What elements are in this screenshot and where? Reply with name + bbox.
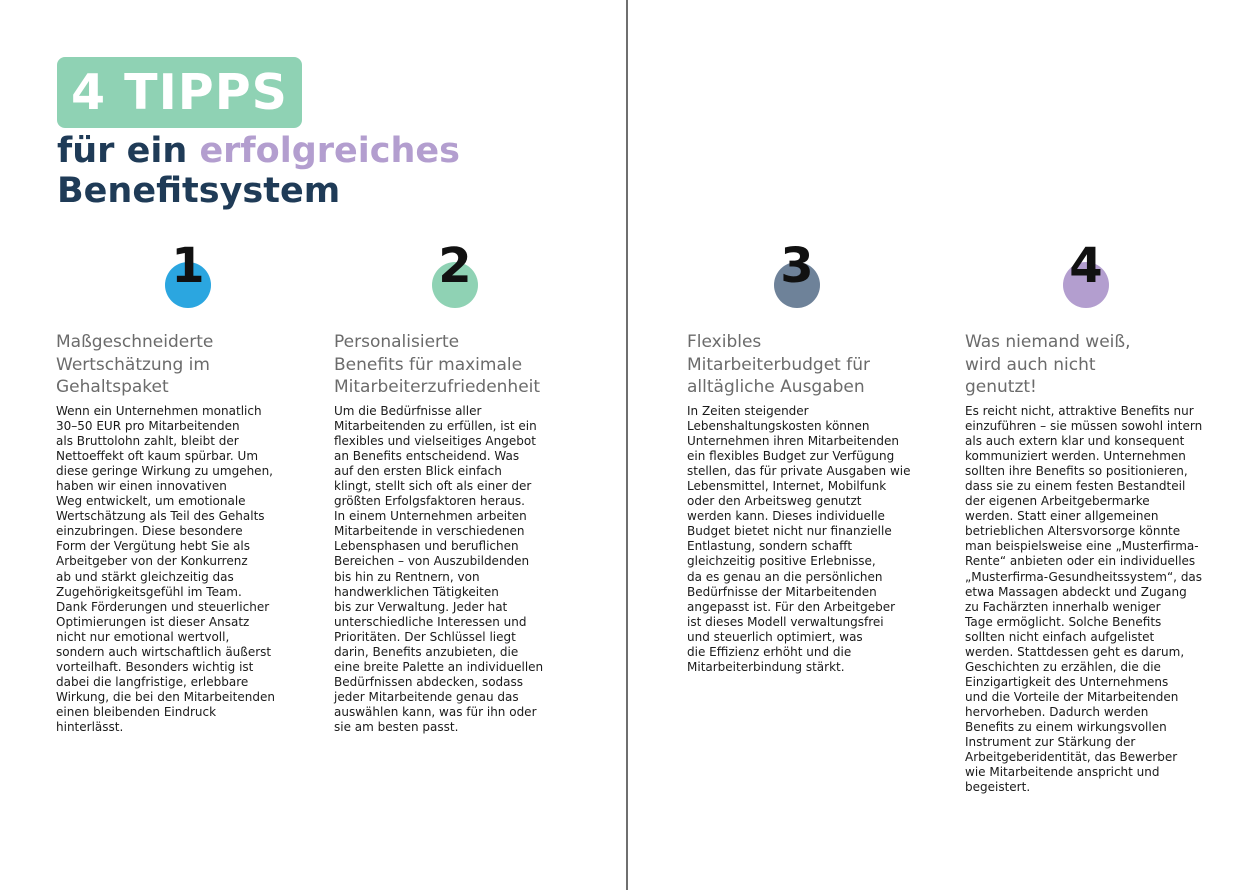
text-line: jeder Mitarbeitende genau das [334, 689, 519, 704]
text-line: ab und stärkt gleichzeitig das [56, 569, 234, 584]
text-line: werden. Statt einer allgemeinen [965, 509, 1159, 524]
text-line: zu Fachärzten innerhalb weniger [965, 599, 1161, 614]
text-line: gleichzeitig positive Erlebnisse, [687, 554, 876, 569]
text-line: ist dieses Modell verwaltungsfrei [687, 614, 884, 629]
text-line: Prioritäten. Der Schlüssel liegt [334, 629, 516, 644]
text-line: hinterlässt. [56, 719, 124, 734]
tip-title [687, 331, 937, 399]
text-line: Mitarbeiterbudget für [687, 354, 870, 375]
text-line: handwerklichen Tätigkeiten [334, 584, 499, 599]
tip-number: 3 [780, 238, 814, 294]
text-line: Zugehörigkeitsgefühl im Team. [56, 584, 242, 599]
headline-accent: erfolgreiches [199, 131, 460, 171]
text-line: unterschiedliche Interessen und [334, 614, 527, 629]
text-line: angepasst ist. Für den Arbeitgeber [687, 599, 896, 614]
text-line: einen bleibenden Eindruck [56, 704, 217, 719]
text-line: hervorheben. Dadurch werden [965, 704, 1149, 719]
text-line: Tage ermöglicht. Solche Benefits [965, 614, 1162, 629]
text-line: die Effizienz erhöht und die [687, 644, 852, 659]
text-line: ein flexibles Budget zur Verfügung [687, 449, 895, 464]
text-line: Instrument zur Stärkung der [965, 735, 1136, 750]
text-line: einzubringen. Diese besondere [56, 524, 243, 539]
text-line: bis hin zu Rentnern, von [334, 569, 480, 584]
text-line: sollten nicht einfach aufgelistet [965, 629, 1155, 644]
text-line: bis zur Verwaltung. Jeder hat [334, 599, 508, 614]
text-line: In einem Unternehmen arbeiten [334, 509, 527, 524]
text-line: etwa Massagen abdeckt und Zugang [965, 584, 1187, 599]
text-line: Geschichten zu erzählen, die die [965, 659, 1161, 674]
tip-number: 2 [438, 238, 472, 294]
tip-number-marker [153, 238, 223, 310]
tip-number: 1 [171, 238, 205, 294]
tip-number-marker [1051, 238, 1121, 310]
text-line: werden. Stattdessen geht es darum, [965, 644, 1185, 659]
text-line: betrieblichen Altersvorsorge könnte [965, 524, 1181, 539]
text-line: Bedürfnisse der Mitarbeitenden [687, 584, 877, 599]
text-line: Einzigartigkeit des Unternehmens [965, 674, 1169, 689]
text-line: Arbeitgeberidentität, das Bewerber [965, 750, 1178, 765]
text-line: Lebensphasen und beruflichen [334, 539, 519, 554]
text-line: einzuführen – sie müssen sowohl intern [965, 419, 1203, 434]
text-line: dass sie zu einem festen Bestandteil [965, 479, 1186, 494]
text-line: Mitarbeitenden zu erfüllen, ist ein [334, 419, 537, 434]
text-line: Maßgeschneiderte [56, 332, 214, 352]
text-line: Rente“ anbieten oder ein individuelles [965, 554, 1196, 569]
text-line: an Benefits entscheidend. Was [334, 449, 520, 464]
headline-line-2: Benefitsystem [57, 171, 341, 211]
text-line: klingt, stellt sich oft als einer der [334, 479, 532, 494]
text-line: nicht nur emotional wertvoll, [56, 629, 230, 644]
text-line: Wertschätzung im [56, 354, 210, 375]
text-line: sie am besten passt. [334, 719, 459, 734]
tip-body [687, 404, 927, 675]
text-line: Bereichen – von Auszubildenden [334, 554, 530, 569]
text-line: Was niemand weiß, [965, 332, 1131, 352]
text-line: der eigenen Arbeitgebermarke [965, 494, 1150, 509]
text-line: Bedürfnissen abdecken, sodass [334, 674, 524, 689]
text-line: Nettoeffekt oft kaum spürbar. Um [56, 449, 259, 464]
text-line: sollten ihre Benefits so positionieren, [965, 464, 1188, 479]
text-line: Lebenshaltungskosten können [687, 419, 870, 434]
text-line: Um die Bedürfnisse aller [334, 404, 482, 418]
text-line: Wertschätzung als Teil des Gehalts [56, 509, 265, 524]
tip-body [965, 404, 1215, 795]
text-line: alltägliche Ausgaben [687, 377, 865, 397]
headline-part-1: für ein [57, 131, 200, 171]
text-line: 30–50 EUR pro Mitarbeitenden [56, 419, 240, 434]
tip-title [56, 331, 306, 399]
text-line: wird auch nicht [965, 354, 1096, 375]
text-line: als Bruttolohn zahlt, bleibt der [56, 434, 239, 449]
text-line: Budget bietet nicht nur finanzielle [687, 524, 892, 539]
tip-title [965, 331, 1215, 399]
text-line: wie Mitarbeitende anspricht und [965, 765, 1160, 780]
text-line: Arbeitgeber von der Konkurrenz [56, 554, 248, 569]
text-line: Weg entwickelt, um emotionale [56, 494, 246, 509]
text-line: auswählen kann, was für ihn oder [334, 704, 537, 719]
text-line: vorteilhaft. Besonders wichtig ist [56, 659, 254, 674]
badge-text: 4 TIPPS [71, 64, 288, 121]
text-line: eine breite Palette an individuellen [334, 659, 544, 674]
text-line: da es genau an die persönlichen [687, 569, 883, 584]
text-line: Benefits für maximale [334, 354, 523, 375]
text-line: dabei die langfristige, erlebbare [56, 674, 249, 689]
text-line: Form der Vergütung hebt Sie als [56, 539, 250, 554]
text-line: größten Erfolgsfaktoren heraus. [334, 494, 525, 509]
text-line: werden kann. Dieses individuelle [687, 509, 885, 524]
text-line: Mitarbeitende in verschiedenen [334, 524, 525, 539]
tips-count-badge [57, 57, 302, 128]
text-line: auf den ersten Blick einfach [334, 464, 502, 479]
text-line: Gehaltspaket [56, 377, 169, 397]
text-line: haben wir einen innovativen [56, 479, 227, 494]
text-line: kommuniziert werden. Unternehmen [965, 449, 1186, 464]
text-line: Benefits zu einem wirkungsvollen [965, 719, 1167, 734]
text-line: Mitarbeiterzufriedenheit [334, 377, 541, 397]
tip-body [56, 404, 301, 735]
text-line: Lebensmittel, Internet, Mobilfunk [687, 479, 887, 494]
tip-body [334, 404, 569, 735]
tip-number-marker [420, 238, 490, 310]
text-line: Flexibles [687, 332, 762, 352]
text-line: Wirkung, die bei den Mitarbeitenden [56, 689, 275, 704]
text-line: Es reicht nicht, attraktive Benefits nur [965, 404, 1194, 418]
text-line: Unternehmen ihren Mitarbeitenden [687, 434, 900, 449]
text-line: begeistert. [965, 780, 1031, 795]
text-line: man beispielsweise eine „Musterfirma- [965, 539, 1199, 554]
text-line: „Musterfirma-Gesundheitssystem“, das [965, 569, 1203, 584]
text-line: stellen, das für private Ausgaben wie [687, 464, 911, 479]
text-line: Personalisierte [334, 332, 460, 352]
text-line: Dank Förderungen und steuerlicher [56, 599, 270, 614]
text-line: oder den Arbeitsweg genutzt [687, 494, 862, 509]
text-line: Entlastung, sondern schafft [687, 539, 853, 554]
text-line: sondern auch wirtschaftlich äußerst [56, 644, 272, 659]
tip-number-marker [762, 238, 832, 310]
text-line: flexibles und vielseitiges Angebot [334, 434, 536, 449]
text-line: als auch extern klar und konsequent [965, 434, 1185, 449]
text-line: Optimierungen ist dieser Ansatz [56, 614, 250, 629]
text-line: In Zeiten steigender [687, 404, 809, 418]
text-line: Wenn ein Unternehmen monatlich [56, 404, 262, 418]
page-headline [57, 131, 460, 211]
text-line: genutzt! [965, 377, 1037, 397]
text-line: diese geringe Wirkung zu umgehen, [56, 464, 273, 479]
tip-number: 4 [1069, 238, 1103, 294]
text-line: und steuerlich optimiert, was [687, 629, 863, 644]
text-line: und die Vorteile der Mitarbeitenden [965, 689, 1179, 704]
page-spread-divider [626, 0, 628, 890]
tip-title [334, 331, 584, 399]
headline-line-1 [57, 131, 460, 171]
text-line: Mitarbeiterbindung stärkt. [687, 659, 845, 674]
text-line: darin, Benefits anzubieten, die [334, 644, 519, 659]
